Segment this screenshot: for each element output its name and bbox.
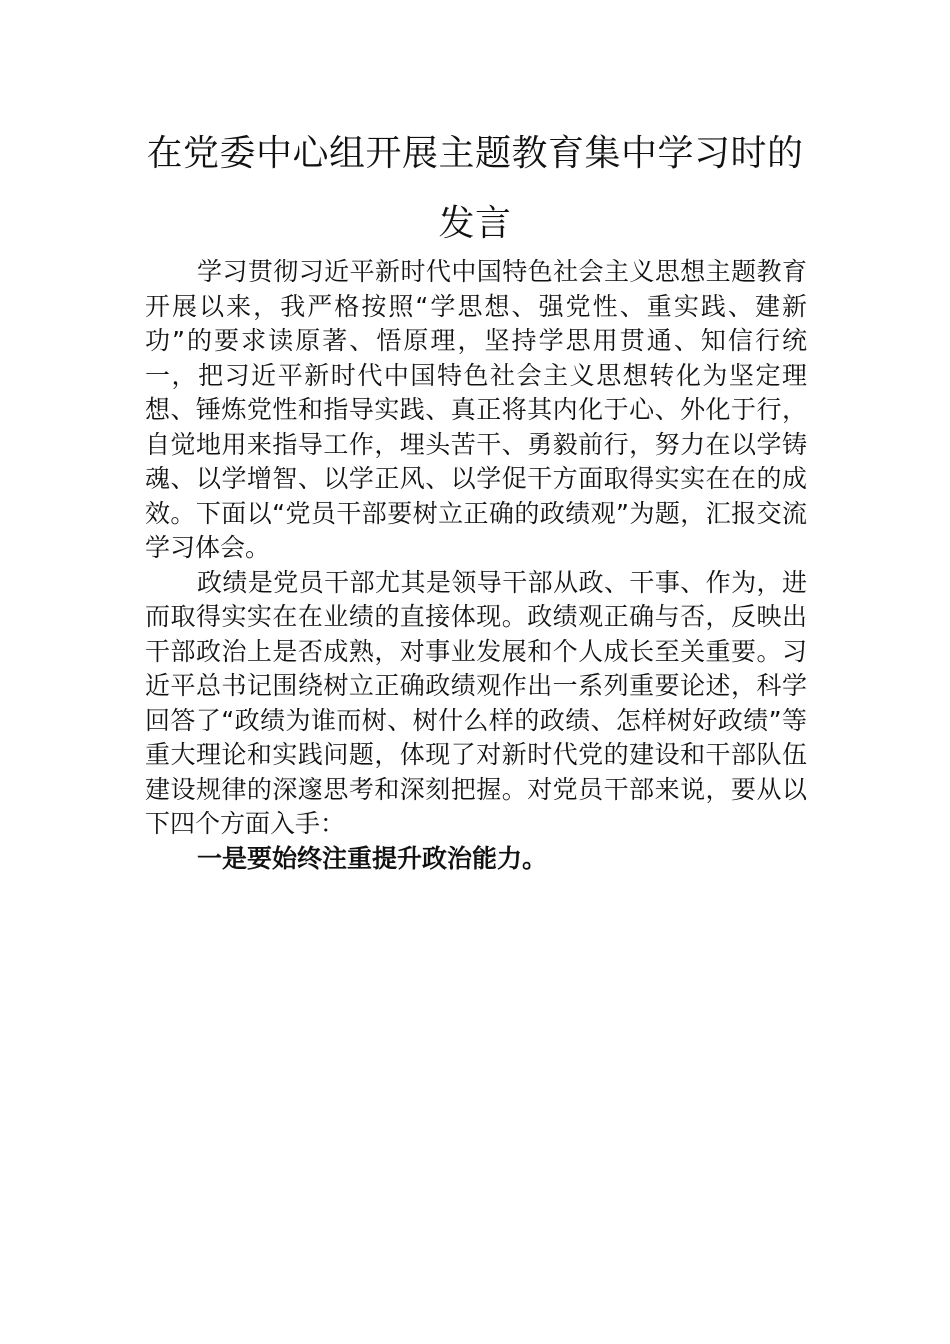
paragraph-political-performance: 政绩是党员干部尤其是领导干部从政、干事、作为，进而取得实实在在业绩的直接体现。政绩观正确与否，反映出干部政治上是否成熟，对事业发展和个人成长至关重要。习近平总书记围绕树立正确政绩观作出一系列重要论述，科学回答了“政绩为谁而树、树什么样的政绩、怎样树好政绩”等重大理论和实践问题，体现了对新时代党的建设和干部队伍建设规律的深邃思考和深刻把握。对党员干部来说，要从以下四个方面入手： <box>145 567 807 838</box>
page-title-line-1: 在党委中心组开展主题教育集中学习时的 <box>146 133 804 174</box>
page-title-line-2: 发言 <box>438 203 512 244</box>
paragraph-intro: 学习贯彻习近平新时代中国特色社会主义思想主题教育开展以来，我严格按照“学思想、强党性、重实践、建新功”的要求读原著、悟原理，坚持学思用贯通、知信行统一，把习近平新时代中国特色社会主义思想转化为坚定理想、锤炼党性和指导实践、真正将其内化于心、外化于行，自觉地用来指导工作，埋头苦干、勇毅前行，努力在以学铸魂、以学增智、以学正风、以学促干方面取得实实在在的成效。下面以“党员干部要树立正确的政绩观”为题，汇报交流学习体会。 <box>145 257 807 562</box>
section-heading-first-point: 一是要始终注重提升政治能力。 <box>197 843 548 873</box>
document-body <box>145 255 807 876</box>
